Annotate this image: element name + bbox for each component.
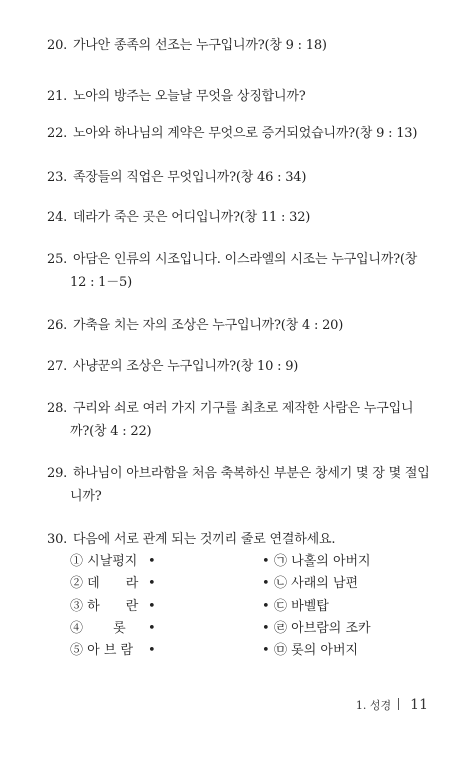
matching-left-item: ④ 롯	[70, 621, 126, 636]
question-text: 하나님이 아브라함을 처음 축복하신 부분은 창세기 몇 장 몇 절입	[72, 466, 430, 481]
question-text: 족장들의 직업은 무엇입니까?(창 46 : 34)	[72, 170, 307, 185]
question-text: 사냥꾼의 조상은 누구입니까?(창 10 : 9)	[72, 359, 299, 374]
connect-dot-right[interactable]: •	[262, 599, 270, 614]
connect-dot-right[interactable]: •	[262, 576, 270, 591]
question-number: 25.	[47, 252, 68, 267]
question-23	[47, 166, 442, 189]
matching-right-item: ㉠ 나홀의 아버지	[274, 554, 371, 569]
question-text-continued: 까?(창 4 : 22)	[70, 424, 152, 439]
question-text: 가나안 종족의 선조는 누구입니까?(창 9 : 18)	[72, 38, 327, 53]
question-number: 23.	[47, 170, 68, 185]
question-text-continued: 12 : 1－5)	[70, 275, 133, 290]
matching-left-item: ③ 하 란	[70, 599, 139, 614]
matching-row	[0, 597, 470, 617]
matching-row	[0, 552, 470, 572]
question-text: 데라가 죽은 곳은 어디입니까?(창 11 : 32)	[72, 210, 311, 225]
question-29	[47, 462, 442, 508]
matching-right-item: ㉤ 롯의 아버지	[274, 643, 359, 658]
connect-dot-left[interactable]: •	[148, 576, 156, 591]
page-number: 11	[410, 697, 428, 713]
question-number: 26.	[47, 318, 68, 333]
connect-dot-left[interactable]: •	[148, 621, 156, 636]
matching-right-item: ㉢ 바벨탑	[274, 599, 329, 614]
question-number: 21.	[47, 89, 68, 104]
connect-dot-right[interactable]: •	[262, 621, 270, 636]
connect-dot-left[interactable]: •	[148, 599, 156, 614]
matching-row	[0, 574, 470, 594]
section-label: 1. 성경	[355, 699, 392, 712]
matching-row	[0, 641, 470, 661]
question-text: 노아와 하나님의 계약은 무엇으로 증거되었습니까?(창 9 : 13)	[72, 126, 418, 141]
question-text: 다음에 서로 관계 되는 것끼리 줄로 연결하세요.	[72, 532, 336, 547]
question-28	[47, 397, 442, 443]
matching-left-item: ⑤ 아 브 람	[70, 643, 134, 658]
question-text: 가축을 치는 자의 조상은 누구입니까?(창 4 : 20)	[72, 318, 344, 333]
question-text: 아담은 인류의 시조입니다. 이스라엘의 시조는 누구입니까?(창	[72, 252, 418, 267]
question-27	[47, 355, 442, 378]
question-text-continued: 니까?	[70, 489, 102, 504]
connect-dot-right[interactable]: •	[262, 643, 270, 658]
question-22	[47, 122, 442, 145]
question-text: 노아의 방주는 오늘날 무엇을 상징합니까?	[72, 89, 306, 104]
question-number: 24.	[47, 210, 68, 225]
question-24	[47, 206, 442, 229]
matching-left-item: ② 데 라	[70, 576, 139, 591]
question-21	[47, 85, 442, 108]
question-number: 27.	[47, 359, 68, 374]
connect-dot-right[interactable]: •	[262, 554, 270, 569]
question-25	[47, 248, 442, 294]
question-number: 29.	[47, 466, 68, 481]
connect-dot-left[interactable]: •	[148, 554, 156, 569]
question-number: 30.	[47, 532, 68, 547]
question-30	[47, 528, 442, 551]
connect-dot-left[interactable]: •	[148, 643, 156, 658]
footer-divider	[398, 698, 399, 710]
page-footer	[356, 697, 428, 713]
matching-right-item: ㉡ 사래의 남편	[274, 576, 359, 591]
question-number: 20.	[47, 38, 68, 53]
matching-right-item: ㉣ 아브람의 조카	[274, 621, 371, 636]
question-text: 구리와 쇠로 여러 가지 기구를 최초로 제작한 사람은 누구입니	[72, 401, 414, 416]
question-26	[47, 314, 442, 337]
question-20	[47, 34, 442, 57]
matching-row	[0, 619, 470, 639]
matching-left-item: ① 시날평지	[70, 554, 138, 569]
question-number: 22.	[47, 126, 68, 141]
question-number: 28.	[47, 401, 68, 416]
